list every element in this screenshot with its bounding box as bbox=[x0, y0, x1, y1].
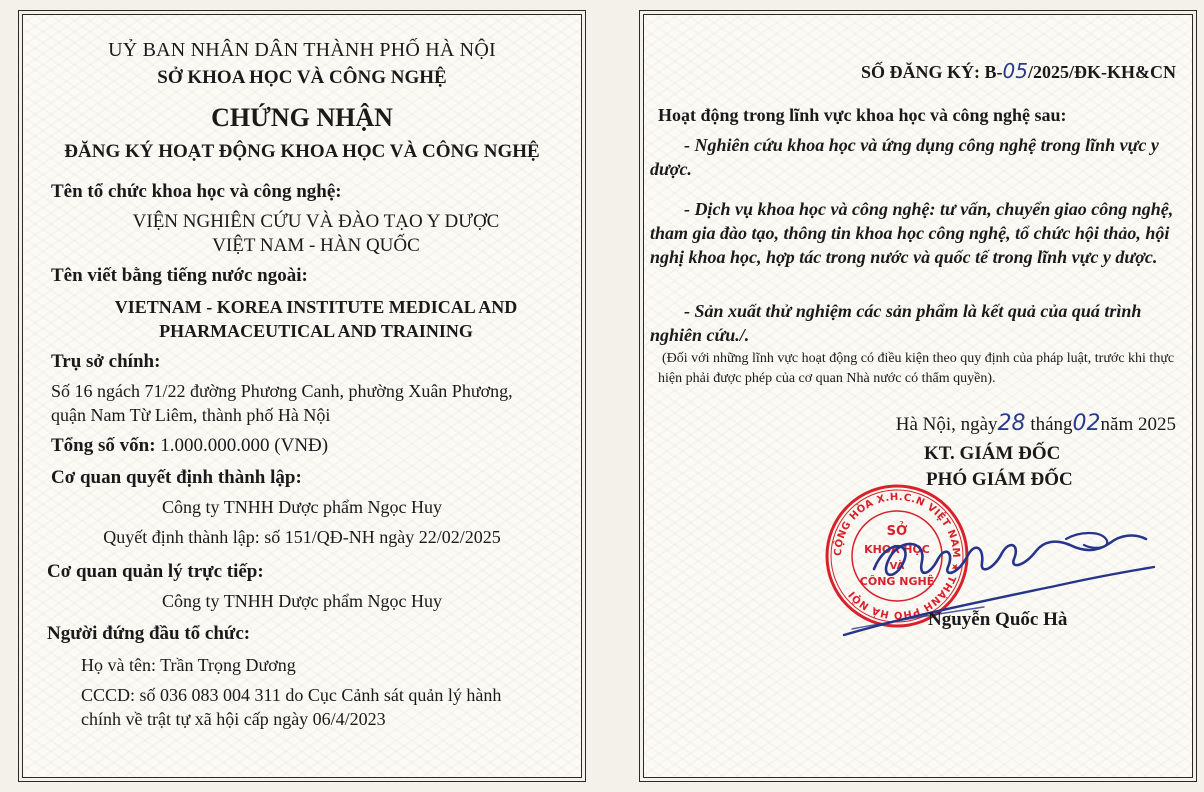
activity-services: - Dịch vụ khoa học và công nghệ: tư vấn, chuyển giao công nghệ, tham gia đào tạo, thông tin khoa học công nghệ, tổ chức hội thảo, hội nghị khoa học, hợp tác trong nước và quốc tế trong lĩnh vực y dược. bbox=[650, 199, 1174, 267]
managing-agency-label: Cơ quan quản lý trực tiếp: bbox=[47, 561, 264, 582]
capital-row bbox=[51, 435, 328, 457]
foreign-name-line-1: VIETNAM - KOREA INSTITUTE MEDICAL AND bbox=[114, 297, 518, 317]
registration-handwritten-number: 05 bbox=[1002, 59, 1028, 83]
founding-decision: Quyết định thành lập: số 151/QĐ-NH ngày 22/02/2025 bbox=[103, 527, 501, 547]
headquarters-label: Trụ sở chính: bbox=[51, 351, 161, 372]
issuing-authority: UỶ BAN NHÂN DÂN THÀNH PHỐ HÀ NỘI bbox=[108, 39, 496, 61]
registration-prefix: SỐ ĐĂNG KÝ: B- bbox=[861, 62, 1003, 82]
capital-value: 1.000.000.000 (VNĐ) bbox=[160, 435, 329, 456]
head-of-org-id-line-1: CCCD: số 036 083 004 311 do Cục Cảnh sát quản lý hành bbox=[81, 685, 502, 705]
date-prefix: Hà Nội, ngày bbox=[895, 414, 998, 435]
founding-agency-label: Cơ quan quyết định thành lập: bbox=[51, 467, 302, 488]
certificate-right-page bbox=[643, 14, 1193, 778]
certificate-subtitle: ĐĂNG KÝ HOẠT ĐỘNG KHOA HỌC VÀ CÔNG NGHỆ bbox=[64, 141, 540, 162]
seal-center-line-2: KHOA HỌC bbox=[864, 543, 930, 556]
org-name-line-1: VIỆN NGHIÊN CỨU VÀ ĐÀO TẠO Y DƯỢC bbox=[132, 211, 500, 232]
signer-role-2: PHÓ GIÁM ĐỐC bbox=[926, 469, 1073, 490]
seal-ring-text: CỘNG HÒA X.H.C.N VIỆT NAM ★ THÀNH PHỐ HÀ NỘI bbox=[832, 491, 962, 621]
seal-center-line-1: SỞ bbox=[886, 524, 908, 539]
activities-heading: Hoạt động trong lĩnh vực khoa học và công nghệ sau: bbox=[658, 105, 1067, 125]
headquarters-line-1: Số 16 ngách 71/22 đường Phương Canh, phường Xuân Phương, bbox=[51, 381, 513, 401]
founding-agency-name: Công ty TNHH Dược phẩm Ngọc Huy bbox=[162, 497, 442, 517]
org-name-line-2: VIỆT NAM - HÀN QUỐC bbox=[212, 235, 420, 256]
activity-trial-production: - Sản xuất thử nghiệm các sản phẩm là kết quả của quá trình nghiên cứu./. bbox=[650, 301, 1142, 345]
foreign-name-label: Tên viết bằng tiếng nước ngoài: bbox=[51, 265, 308, 286]
managing-agency-name: Công ty TNHH Dược phẩm Ngọc Huy bbox=[162, 591, 442, 611]
signer-name: Nguyễn Quốc Hà bbox=[928, 609, 1068, 630]
registration-suffix: /2025/ĐK-KH&CN bbox=[1028, 62, 1176, 82]
seal-center-line-3: VÀ bbox=[889, 561, 905, 572]
date-mid: tháng bbox=[1030, 414, 1073, 435]
conditional-activities-note: (Đối với những lĩnh vực hoạt động có điều kiện theo quy định của pháp luật, trước khi thực hiện phải được phép của cơ quan Nhà nước có thẩm quyền). bbox=[658, 351, 1175, 386]
activity-research: - Nghiên cứu khoa học và ứng dụng công nghệ trong lĩnh vực y dược. bbox=[650, 135, 1159, 179]
capital-label: Tổng số vốn: bbox=[51, 435, 156, 456]
head-of-org-name: Họ và tên: Trần Trọng Dương bbox=[81, 655, 296, 675]
issue-date bbox=[896, 411, 1176, 436]
date-month-handwritten: 02 bbox=[1072, 411, 1101, 436]
certificate-title: CHỨNG NHẬN bbox=[211, 103, 393, 132]
seal-center-line-4: CÔNG NGHỆ bbox=[859, 575, 935, 588]
org-label: Tên tổ chức khoa học và công nghệ: bbox=[51, 181, 342, 202]
registration-number bbox=[861, 59, 1176, 83]
certificate-left-page bbox=[22, 14, 582, 778]
date-suffix: năm 2025 bbox=[1100, 414, 1176, 435]
date-day-handwritten: 28 bbox=[997, 411, 1026, 436]
foreign-name-line-2: PHARMACEUTICAL AND TRAINING bbox=[159, 321, 473, 341]
head-of-org-label: Người đứng đầu tổ chức: bbox=[47, 623, 251, 644]
signer-role-1: KT. GIÁM ĐỐC bbox=[924, 443, 1061, 464]
head-of-org-id-line-2: chính về trật tự xã hội cấp ngày 06/4/2023 bbox=[81, 709, 386, 729]
headquarters-line-2: quận Nam Từ Liêm, thành phố Hà Nội bbox=[51, 405, 331, 425]
department-name: SỞ KHOA HỌC VÀ CÔNG NGHỆ bbox=[157, 67, 447, 88]
